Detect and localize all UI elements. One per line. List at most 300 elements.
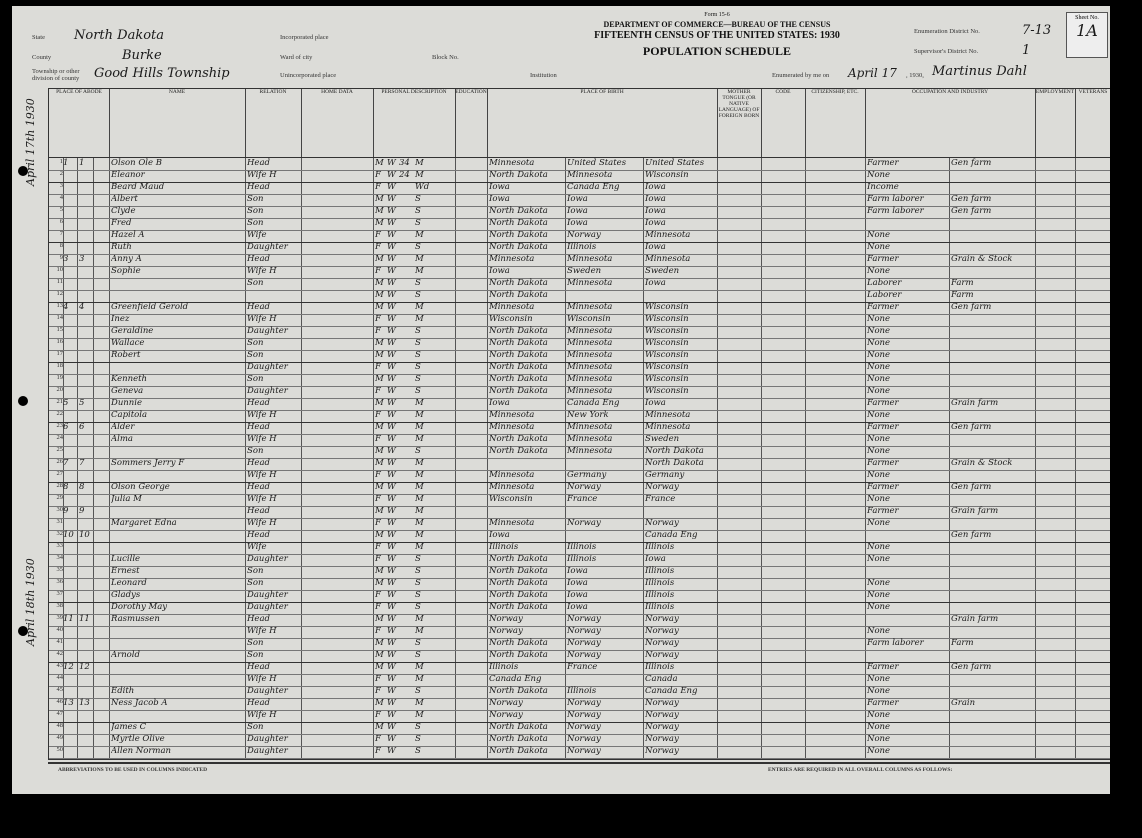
cell-sex: F [375,494,381,504]
cell-name: Inez [111,314,130,324]
cell-sex: M [375,218,384,228]
cell-sex: F [375,434,381,444]
row-number: 39 [56,614,63,621]
enumerator-signature: Martinus Dahl [932,64,1027,79]
cell-ms: M [415,710,424,720]
cell-ind: Farm [951,278,974,288]
cell-rel: Son [247,566,264,576]
cell-fpob: Illinois [567,686,597,696]
cell-sex: M [375,206,384,216]
cell-race: W [387,566,396,576]
cell-fam: 1 [79,158,85,168]
cell-fpob: Iowa [567,602,588,612]
row-number: 44 [56,674,63,681]
cell-pob: Minnesota [489,302,535,312]
row-number: 6 [59,218,63,225]
enum-district-label: Enumeration District No. [914,28,980,35]
col-header-place-of-birth: PLACE OF BIRTH [487,89,718,157]
cell-pob: North Dakota [489,746,548,756]
cell-mpob: Minnesota [645,422,691,432]
cell-rel: Head [247,614,270,624]
cell-pob: Wisconsin [489,314,533,324]
cell-race: W [387,722,396,732]
cell-occ: None [867,362,891,372]
cell-mpob: Norway [645,698,679,708]
cell-ind: Gen farm [951,422,992,432]
cell-mpob: Wisconsin [645,338,689,348]
cell-fpob: Minnesota [567,278,613,288]
cell-rel: Head [247,698,270,708]
table-row [49,278,1110,291]
cell-name: Myrtle Olive [111,734,165,744]
cell-pob: Minnesota [489,254,535,264]
cell-ms: M [415,434,424,444]
cell-pob: Iowa [489,182,510,192]
cell-sex: M [375,638,384,648]
row-number: 1 [59,158,63,165]
cell-occ: Farm laborer [867,206,924,216]
cell-sex: M [375,194,384,204]
cell-rel: Wife H [247,626,277,636]
cell-ms: M [415,674,424,684]
cell-race: W [387,386,396,396]
cell-ind: Gen farm [951,206,992,216]
cell-ms: S [415,734,421,744]
unincorporated-label: Unincorporated place [280,72,337,79]
table-row [49,698,1110,711]
row-number: 28 [56,482,63,489]
cell-sex: M [375,398,384,408]
table-row [49,398,1110,411]
cell-pob: North Dakota [489,686,548,696]
cell-occ: None [867,494,891,504]
cell-rel: Head [247,158,270,168]
cell-fpob: Germany [567,470,607,480]
cell-occ: None [867,350,891,360]
table-row [49,446,1110,459]
cell-mpob: Wisconsin [645,350,689,360]
cell-occ: None [867,230,891,240]
cell-mpob: Wisconsin [645,362,689,372]
cell-mpob: Norway [645,746,679,756]
cell-mpob: Illinois [645,566,675,576]
cell-occ: None [867,542,891,552]
cell-occ: Farm laborer [867,638,924,648]
cell-sex: F [375,602,381,612]
cell-fpob: Illinois [567,542,597,552]
cell-race: W [387,254,396,264]
cell-ms: M [415,170,424,180]
cell-fam: 8 [79,482,85,492]
table-row [49,614,1110,627]
cell-occ: Farmer [867,698,899,708]
cell-ms: S [415,374,421,384]
row-number: 46 [56,698,63,705]
cell-fpob: Norway [567,638,601,648]
cell-pob: Wisconsin [489,494,533,504]
cell-ind: Farm [951,638,974,648]
cell-sex: F [375,242,381,252]
cell-race: W [387,506,396,516]
cell-ind: Grain farm [951,398,999,408]
cell-occ: None [867,746,891,756]
cell-occ: None [867,170,891,180]
cell-sex: F [375,266,381,276]
table-row [49,422,1110,435]
cell-occ: None [867,470,891,480]
cell-pob: Minnesota [489,422,535,432]
table-row [49,182,1110,195]
cell-fpob: Norway [567,518,601,528]
cell-rel: Son [247,194,264,204]
cell-mpob: Minnesota [645,410,691,420]
table-row [49,326,1110,339]
cell-ind: Grain & Stock [951,254,1013,264]
row-number: 25 [56,446,63,453]
cell-sex: F [375,686,381,696]
cell-rel: Wife H [247,434,277,444]
cell-ms: S [415,242,421,252]
row-number: 31 [56,518,63,525]
cell-pob: Norway [489,614,523,624]
cell-ms: M [415,626,424,636]
table-row [49,674,1110,687]
cell-rel: Son [247,278,264,288]
col-header-veterans: VETERANS [1078,89,1108,95]
cell-fam: 12 [79,662,90,672]
table-row [49,314,1110,327]
cell-fpob: Norway [567,722,601,732]
cell-name: Leonard [111,578,147,588]
cell-rel: Wife H [247,470,277,480]
cell-rel: Son [247,206,264,216]
cell-ind: Gen farm [951,662,992,672]
cell-fpob: Iowa [567,194,588,204]
cell-name: Arnold [111,650,140,660]
cell-mpob: Norway [645,722,679,732]
cell-fpob: Sweden [567,266,602,276]
row-number: 24 [56,434,63,441]
cell-dw: 9 [63,506,69,516]
cell-name: Dorothy May [111,602,168,612]
cell-occ: Farmer [867,158,899,168]
cell-pob: North Dakota [489,602,548,612]
cell-pob: North Dakota [489,218,548,228]
cell-fpob: Canada Eng [567,398,620,408]
cell-sex: F [375,314,381,324]
cell-name: Ness Jacob A [111,698,168,708]
table-row [49,638,1110,651]
cell-dw: 11 [63,614,74,624]
cell-ms: S [415,326,421,336]
cell-ms: S [415,386,421,396]
cell-pob: Norway [489,710,523,720]
population-table [48,88,1110,760]
cell-ms: S [415,554,421,564]
cell-race: W [387,290,396,300]
table-row [49,530,1110,543]
row-number: 20 [56,386,63,393]
cell-occ: None [867,578,891,588]
cell-race: W [387,614,396,624]
table-row [49,710,1110,723]
table-row [49,482,1110,495]
cell-rel: Wife H [247,674,277,684]
row-number: 36 [56,578,63,585]
row-number: 48 [56,722,63,729]
cell-pob: Minnesota [489,410,535,420]
cell-occ: None [867,734,891,744]
cell-mpob: Wisconsin [645,170,689,180]
row-number: 5 [59,206,63,213]
cell-pob: Iowa [489,398,510,408]
cell-pob: Minnesota [489,470,535,480]
row-number: 12 [56,290,63,297]
row-number: 42 [56,650,63,657]
department-title: DEPARTMENT OF COMMERCE—BUREAU OF THE CENSUS [603,20,831,29]
table-row [49,722,1110,735]
table-row [49,242,1110,255]
cell-sex: F [375,182,381,192]
cell-mpob: Norway [645,734,679,744]
ward-label: Ward of city [280,54,313,61]
cell-ms: S [415,578,421,588]
cell-name: Julia M [111,494,142,504]
cell-pob: North Dakota [489,290,548,300]
cell-ind: Grain & Stock [951,458,1013,468]
table-row [49,590,1110,603]
cell-race: W [387,206,396,216]
cell-name: Gladys [111,590,141,600]
cell-sex: F [375,746,381,756]
cell-fpob: Illinois [567,554,597,564]
cell-fpob: Minnesota [567,374,613,384]
cell-race: W [387,458,396,468]
cell-mpob: United States [645,158,705,168]
cell-name: Beard Maud [111,182,165,192]
cell-name: Capitola [111,410,148,420]
cell-name: Geraldine [111,326,154,336]
cell-ms: S [415,602,421,612]
table-row [49,386,1110,399]
row-number: 47 [56,710,63,717]
cell-mpob: Sweden [645,266,680,276]
table-row [49,458,1110,471]
cell-occ: None [867,602,891,612]
cell-name: Fred [111,218,132,228]
cell-rel: Wife H [247,170,277,180]
cell-rel: Wife H [247,314,277,324]
cell-rel: Head [247,458,270,468]
cell-age: 34 [399,158,410,168]
cell-mpob: Iowa [645,218,666,228]
supervisor-label: Supervisor's District No. [914,48,979,55]
cell-pob: North Dakota [489,338,548,348]
cell-fpob: Minnesota [567,422,613,432]
cell-ms: M [415,254,424,264]
row-number: 33 [56,542,63,549]
cell-ms: S [415,590,421,600]
cell-ms: M [415,494,424,504]
cell-pob: North Dakota [489,242,548,252]
cell-mpob: Canada Eng [645,686,698,696]
cell-race: W [387,638,396,648]
cell-sex: M [375,662,384,672]
cell-name: Olson George [111,482,170,492]
row-number: 22 [56,410,63,417]
cell-fpob: Minnesota [567,254,613,264]
cell-rel: Daughter [247,554,288,564]
cell-mpob: Iowa [645,194,666,204]
cell-rel: Head [247,182,270,192]
cell-occ: Farmer [867,422,899,432]
cell-ms: M [415,302,424,312]
cell-pob: Minnesota [489,518,535,528]
cell-sex: F [375,170,381,180]
cell-ind: Grain farm [951,614,999,624]
cell-sex: M [375,722,384,732]
row-number: 11 [56,278,63,285]
cell-race: W [387,662,396,672]
cell-mpob: Norway [645,482,679,492]
cell-occ: None [867,722,891,732]
enum-district-value: 7-13 [1022,23,1052,38]
cell-mpob: Wisconsin [645,386,689,396]
cell-mpob: Minnesota [645,230,691,240]
cell-name: Sommers Jerry F [111,458,185,468]
cell-race: W [387,170,396,180]
table-row [49,506,1110,519]
sheet-number-box [1066,12,1108,58]
cell-sex: M [375,458,384,468]
row-number: 17 [56,350,63,357]
cell-race: W [387,434,396,444]
cell-pob: Iowa [489,266,510,276]
cell-ind: Gen farm [951,158,992,168]
cell-fpob: Illinois [567,242,597,252]
cell-mpob: Germany [645,470,685,480]
cell-race: W [387,218,396,228]
table-row [49,410,1110,423]
cell-pob: North Dakota [489,554,548,564]
cell-pob: Minnesota [489,482,535,492]
cell-occ: None [867,710,891,720]
cell-fam: 13 [79,698,90,708]
cell-sex: M [375,254,384,264]
row-number: 23 [56,422,63,429]
cell-mpob: Iowa [645,554,666,564]
table-row [49,746,1110,759]
cell-ind: Gen farm [951,530,992,540]
table-row [49,470,1110,483]
cell-fam: 9 [79,506,85,516]
cell-name: Ernest [111,566,140,576]
cell-rel: Daughter [247,686,288,696]
col-header-education: EDUCATION [455,89,488,157]
cell-rel: Head [247,254,270,264]
cell-race: W [387,734,396,744]
cell-ms: S [415,218,421,228]
table-row [49,302,1110,315]
cell-dw: 7 [63,458,69,468]
cell-rel: Son [247,338,264,348]
table-row [49,602,1110,615]
cell-rel: Son [247,722,264,732]
row-number: 32 [56,530,63,537]
cell-race: W [387,362,396,372]
cell-race: W [387,710,396,720]
cell-occ: Farmer [867,458,899,468]
cell-rel: Head [247,398,270,408]
cell-pob: Norway [489,626,523,636]
census-title: FIFTEENTH CENSUS OF THE UNITED STATES: 1930 [594,30,840,41]
row-number: 38 [56,602,63,609]
cell-occ: None [867,410,891,420]
cell-ms: M [415,698,424,708]
cell-ms: M [415,314,424,324]
cell-occ: None [867,626,891,636]
cell-mpob: Wisconsin [645,302,689,312]
cell-pob: North Dakota [489,350,548,360]
cell-fam: 10 [79,530,90,540]
cell-ms: S [415,278,421,288]
cell-occ: None [867,338,891,348]
cell-occ: None [867,518,891,528]
col-header-citizenship: CITIZENSHIP, ETC. [805,89,866,157]
cell-fpob: Minnesota [567,302,613,312]
cell-pob: North Dakota [489,446,548,456]
cell-occ: Laborer [867,278,902,288]
cell-occ: None [867,326,891,336]
cell-race: W [387,686,396,696]
cell-race: W [387,338,396,348]
cell-ms: S [415,338,421,348]
cell-sex: M [375,446,384,456]
cell-pob: Iowa [489,530,510,540]
cell-pob: North Dakota [489,638,548,648]
cell-ind: Grain [951,698,976,708]
cell-pob: North Dakota [489,230,548,240]
cell-pob: North Dakota [489,326,548,336]
cell-fam: 7 [79,458,85,468]
cell-race: W [387,602,396,612]
cell-ms: M [415,518,424,528]
table-row [49,734,1110,747]
cell-mpob: Illinois [645,662,675,672]
cell-name: Dunnie [111,398,142,408]
cell-sex: M [375,350,384,360]
cell-ms: M [415,506,424,516]
cell-occ: None [867,386,891,396]
cell-fpob: Norway [567,650,601,660]
cell-sex: M [375,650,384,660]
footer-entries: ENTRIES ARE REQUIRED IN ALL OVERALL COLUMNS AS FOLLOWS: [768,767,953,773]
table-row [49,374,1110,387]
cell-ms: M [415,458,424,468]
cell-fpob: Minnesota [567,326,613,336]
cell-ms: M [415,662,424,672]
cell-rel: Head [247,506,270,516]
township-value: Good Hills Township [94,66,230,81]
cell-occ: None [867,446,891,456]
form-footer [48,762,1110,794]
cell-race: W [387,398,396,408]
cell-rel: Wife H [247,710,277,720]
cell-fpob: Iowa [567,206,588,216]
cell-fpob: Minnesota [567,338,613,348]
col-header-home-data: HOME DATA [301,89,374,157]
cell-mpob: North Dakota [645,458,704,468]
